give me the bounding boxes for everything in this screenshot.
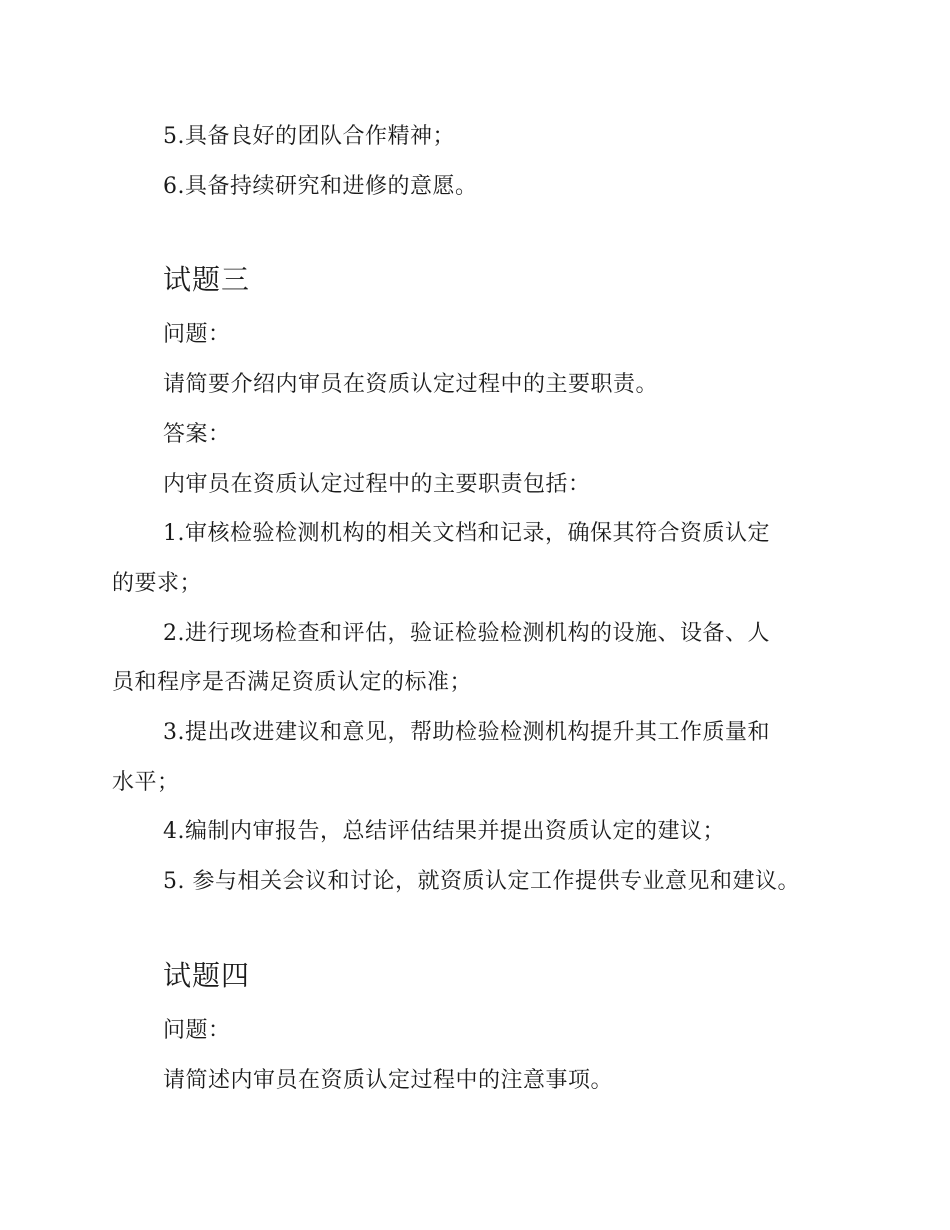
answer-item-continuation: 水平； (112, 770, 180, 795)
list-item: 6.具备持续研究和进修的意愿。 (163, 174, 478, 199)
question-label: 问题： (163, 1018, 231, 1043)
question-text: 请简述内审员在资质认定过程中的注意事项。 (163, 1068, 614, 1093)
section-heading: 试题三 (163, 263, 251, 296)
answer-item-line: 2.进行现场检查和评估，验证检验检测机构的设施、设备、人 (163, 621, 770, 646)
answer-label: 答案： (163, 422, 231, 447)
answer-item-line: 5. 参与相关会议和讨论，就资质认定工作提供专业意见和建议。 (163, 869, 800, 894)
answer-item-line: 1.审核检验检测机构的相关文档和记录，确保其符合资质认定 (163, 521, 770, 546)
answer-item-continuation: 的要求； (112, 571, 203, 596)
section-heading: 试题四 (163, 959, 251, 992)
answer-intro: 内审员在资质认定过程中的主要职责包括： (163, 472, 591, 497)
question-text: 请简要介绍内审员在资质认定过程中的主要职责。 (163, 372, 659, 397)
list-item: 5.具备良好的团队合作精神； (163, 124, 455, 149)
question-label: 问题： (163, 322, 231, 347)
answer-item-line: 4.编制内审报告，总结评估结果并提出资质认定的建议； (163, 819, 725, 844)
answer-item-line: 3.提出改进建议和意见，帮助检验检测机构提升其工作质量和 (163, 720, 770, 745)
answer-item-continuation: 员和程序是否满足资质认定的标准； (112, 670, 473, 695)
